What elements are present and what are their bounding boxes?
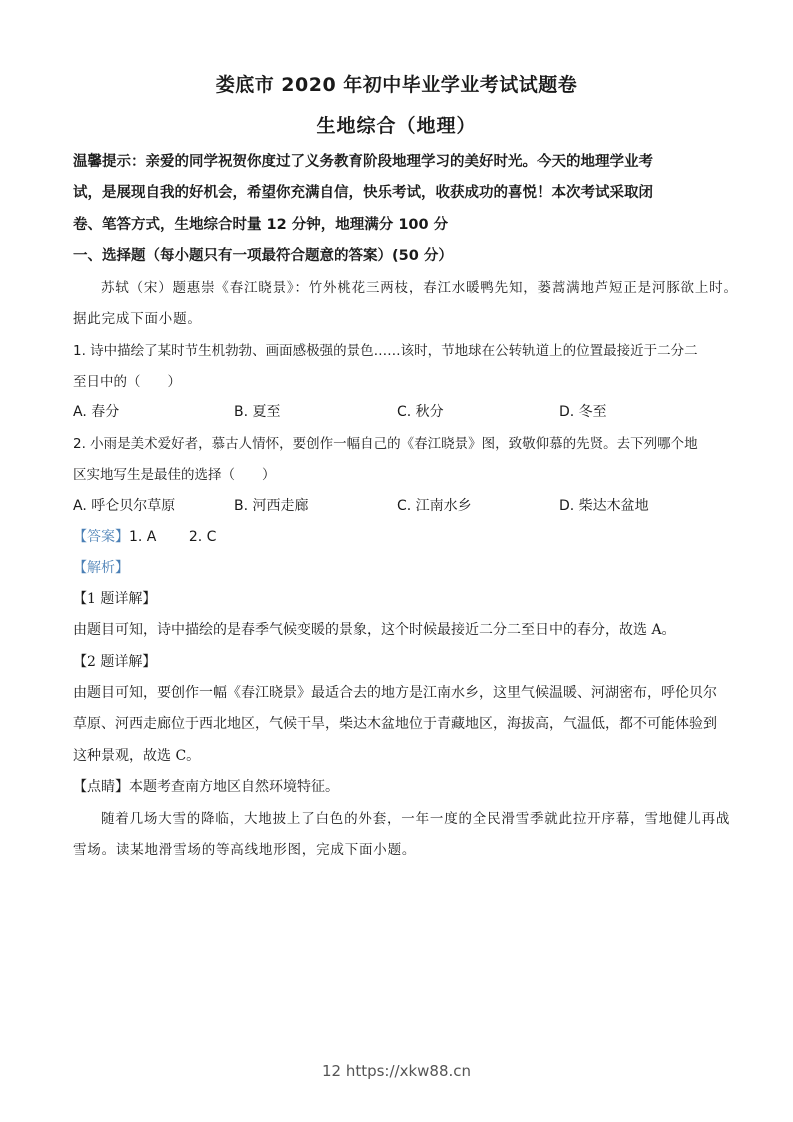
detail1-text: 由题目可知，诗中描绘的是春季气候变暖的景象，这个时候最接近二分二至日中的春分，故选 A。 xyxy=(73,622,676,638)
answer-value: 1. A 2. C xyxy=(129,529,217,545)
detail2-label: 【2 题详解】 xyxy=(73,654,157,670)
exam-title: 娄底市 2020 年初中毕业学业考试试题卷 xyxy=(215,74,578,96)
passage1-line-2: 据此完成下面小题。 xyxy=(73,311,202,327)
q2-line-2: 区实地写生是最佳的选择（ ） xyxy=(73,467,276,483)
notice-line-3: 卷、笔答方式，生地综合时量 12 分钟，地理满分 100 分 xyxy=(73,217,449,233)
exam-subtitle: 生地综合（地理） xyxy=(316,115,477,137)
notice-line-1: 温馨提示：亲爱的同学祝贺你度过了义务教育阶段地理学习的美好时光。今天的地理学业考 xyxy=(73,154,653,170)
q2-option-a: A. 呼仑贝尔草原 xyxy=(73,498,176,514)
q1-line-1: 1. 诗中描绘了某时节生机勃勃、画面感极强的景色……该时，节地球在公转轨道上的位置最接近于二分二 xyxy=(73,343,698,359)
comment-label: 【点睛】 xyxy=(73,779,129,795)
section-heading: 一、选择题（每小题只有一项最符合题意的答案）(50 分） xyxy=(73,248,453,264)
passage2-line-1: 随着几场大雪的降临，大地披上了白色的外套，一年一度的全民滑雪季就此拉开序幕，雪地健儿再战 xyxy=(101,811,731,827)
q2-line-1: 2. 小雨是美术爱好者，慕古人情怀，要创作一幅自己的《春江晓景》图，致敬仰慕的先贤。去下列哪个地 xyxy=(73,436,698,452)
q2-option-d: D. 柴达木盆地 xyxy=(559,498,649,514)
q1-option-b: B. 夏至 xyxy=(234,404,281,420)
detail2-line-3: 这种景观，故选 C。 xyxy=(73,748,201,764)
notice-line-2: 试，是展现自我的好机会，希望你充满自信，快乐考试，收获成功的喜悦！本次考试采取闭 xyxy=(73,185,653,201)
detail1-label: 【1 题详解】 xyxy=(73,591,157,607)
page-footer: 12 https://xkw88.cn xyxy=(321,1062,472,1080)
answer-label: 【答案】 xyxy=(73,529,129,545)
comment-text: 本题考查南方地区自然环境特征。 xyxy=(129,779,339,795)
q1-option-a: A. 春分 xyxy=(73,404,120,420)
q2-option-b: B. 河西走廊 xyxy=(234,498,309,514)
passage1-line-1: 苏轼（宋）题惠崇《春江晓景》：竹外桃花三两枝，春江水暖鸭先知，蒌蒿满地芦短正是河豚欲上时。 xyxy=(101,280,738,296)
q2-option-c: C. 江南水乡 xyxy=(397,498,472,514)
detail2-line-2: 草原、河西走廊位于西北地区，气候干旱，柴达木盆地位于青藏地区，海拔高，气温低，都不可能体验到 xyxy=(73,716,717,732)
answer-line xyxy=(73,526,216,546)
q1-option-d: D. 冬至 xyxy=(559,404,607,420)
analysis-label: 【解析】 xyxy=(73,560,129,576)
comment-line xyxy=(73,776,339,796)
detail2-line-1: 由题目可知，要创作一幅《春江晓景》最适合去的地方是江南水乡，这里气候温暖、河湖密布，呼伦贝尔 xyxy=(73,685,717,701)
passage2-line-2: 雪场。读某地滑雪场的等高线地形图，完成下面小题。 xyxy=(73,842,417,858)
q1-option-c: C. 秋分 xyxy=(397,404,444,420)
q1-line-2: 至日中的（ ） xyxy=(73,374,181,390)
